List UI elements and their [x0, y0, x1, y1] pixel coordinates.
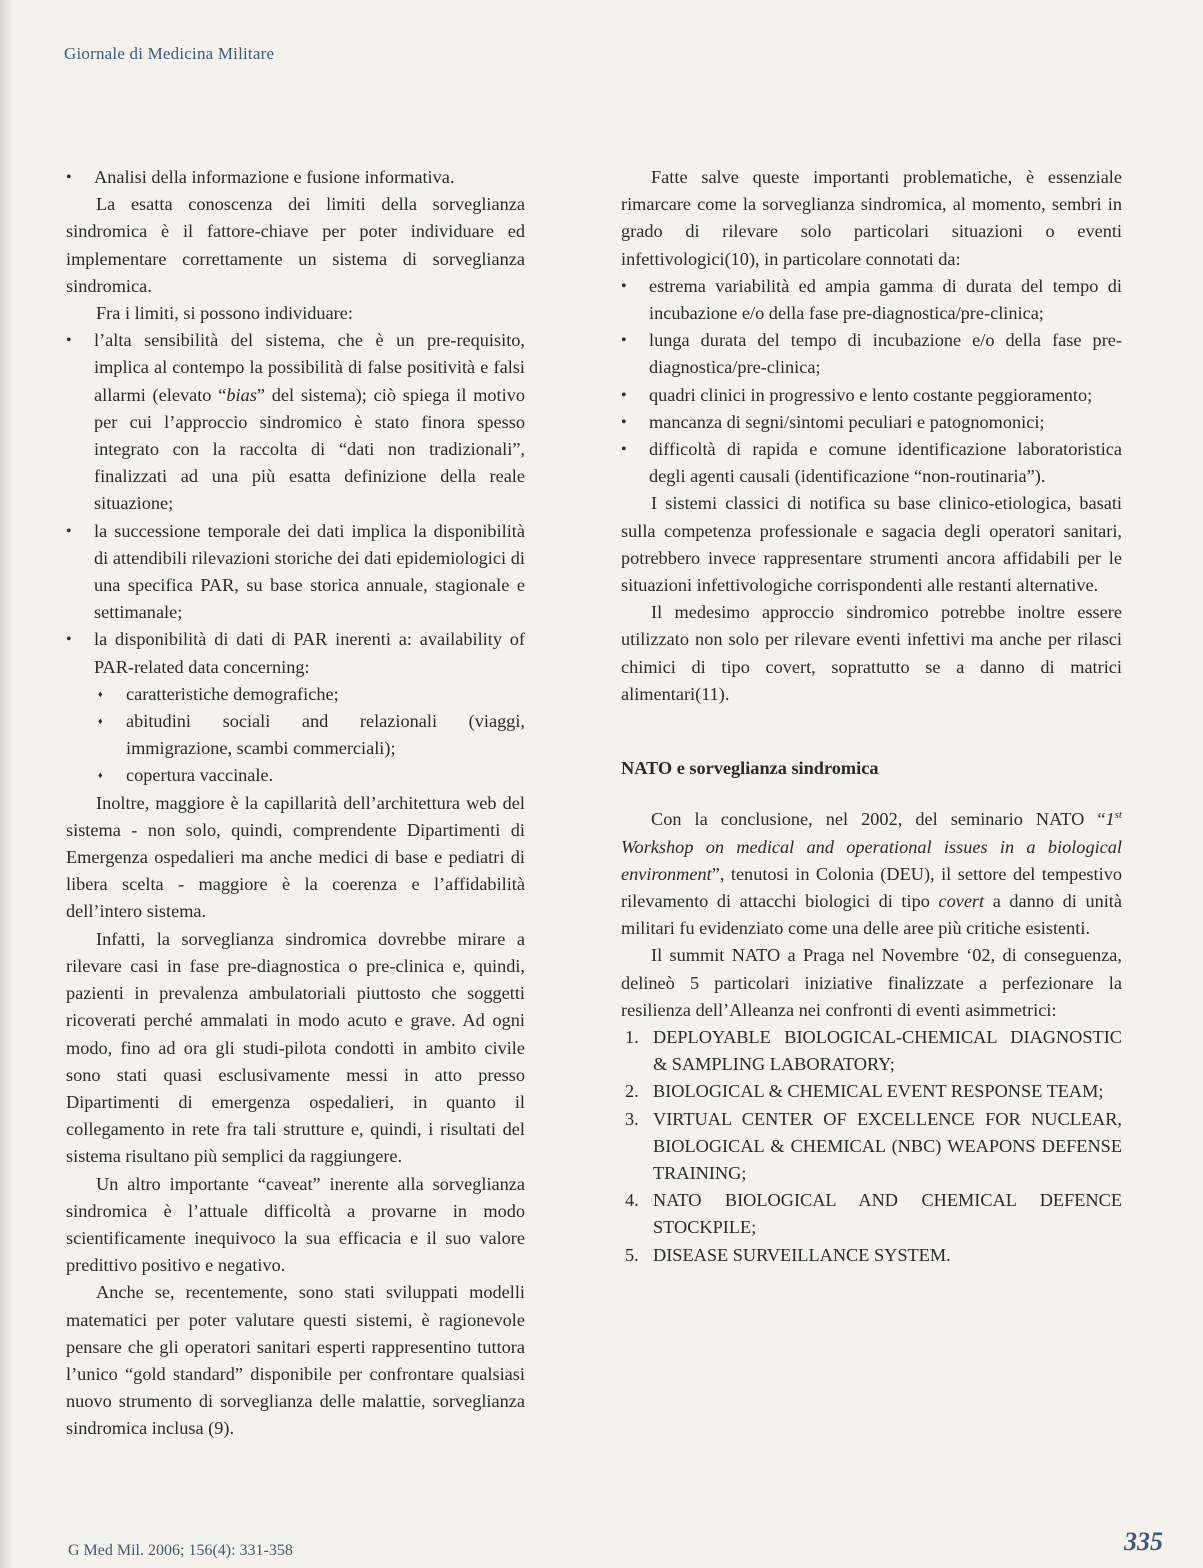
list-item: • l’alta sensibilità del sistema, che è un pre-requisito, implica al contempo la possibilità di false positività e falsi allarmi (elevato “bias” del sistema); ciò spiega il motivo per cui l’approccio sindromico è stato finora spesso integrato con la raccolta di “dati non tradizionali”, finalizzati ad una più esatta definizione della reale situazione;	[66, 327, 525, 517]
paragraph: Fra i limiti, si possono individuare:	[96, 303, 353, 324]
list-text: DISEASE SURVEILLANCE SYSTEM.	[653, 1244, 951, 1265]
left-column	[66, 164, 525, 1443]
sub-list-item: ♦ abitudini sociali and relazionali (viaggi, immigrazione, scambi commerciali);	[66, 708, 525, 762]
initiative-item	[621, 1078, 1122, 1105]
journal-title: Giornale di Medicina Militare	[64, 44, 275, 63]
paragraph: Fatte salve queste importanti problematiche, è essenziale rimarcare come la sorveglianza sindromica, al momento, sembri in grado di rilevare solo particolari situazioni o eventi infettivologici(10), in particolare connotati da:	[621, 167, 1122, 269]
right-column	[621, 164, 1122, 1269]
list-item: • mancanza di segni/sintomi peculiari e patognomonici;	[621, 409, 1122, 436]
paragraph: Infatti, la sorveglianza sindromica dovrebbe mirare a rilevare casi in fase pre-diagnostica o pre-clinica e, quindi, pazienti in prevalenza ambulatoriali piuttosto che soggetti ricoverati perché ammalati in modo acuto e grave. Ad ogni modo, fino ad ora gli studi-pilota condotti in ambito civile sono stati quasi esclusivamente messi in atto presso Dipartimenti di emergenza ospedalieri, in quanto il collegamento in rete fra tali strutture e, quindi, i risultati del sistema risultano più semplici da raggiungere.	[66, 928, 525, 1167]
paragraph: Inoltre, maggiore è la capillarità dell’architettura web del sistema - non solo, quindi, comprendente Dipartimenti di Emergenza ospedalieri ma anche medici di base e pediatri di libera scelta - maggiore è la coerenza e l’affidabilità dell’intero sistema.	[66, 792, 525, 922]
limits-list	[66, 327, 525, 789]
list-item: • lunga durata del tempo di incubazione e/o della fase pre-diagnostica/pre-clinica;	[621, 327, 1122, 381]
sub-list-item: ♦ caratteristiche demografiche;	[66, 681, 525, 708]
bullet-list	[66, 164, 525, 191]
initiatives-list	[621, 1024, 1122, 1269]
list-item: • quadri clinici in progressivo e lento costante peggioramento;	[621, 382, 1122, 409]
list-item: • estrema variabilità ed ampia gamma di durata del tempo di incubazione e/o della fase pre-diagnostica/pre-clinica;	[621, 273, 1122, 327]
initiative-item	[621, 1106, 1122, 1188]
list-number: 1.	[625, 1026, 639, 1047]
list-text: NATO BIOLOGICAL AND CHEMICAL DEFENCE STOCKPILE;	[653, 1190, 1122, 1238]
initiative-item	[621, 1242, 1122, 1269]
paragraph: Un altro importante “caveat” inerente alla sorveglianza sindromica è l’attuale difficoltà a provarne in modo scientificamente inequivoco la sua efficacia e il suo valore predittivo positivo e negativo.	[66, 1173, 525, 1276]
footer-citation: G Med Mil. 2006; 156(4): 331-358	[68, 1542, 293, 1559]
paragraph: Anche se, recentemente, sono stati sviluppati modelli matematici per poter valutare questi sistemi, è ragionevole pensare che gli operatori sanitari esperti rappresentino tuttora l’unico “gold standard” disponibile per confrontare qualsiasi nuovo strumento di sorveglianza delle malattie, sorveglianza sindromica inclusa (9).	[66, 1282, 525, 1439]
characteristics-list	[621, 273, 1122, 491]
paragraph: Con la conclusione, nel 2002, del seminario NATO “1st Workshop on medical and operational issues in a biological environment”, tenutosi in Colonia (DEU), il settore del tempestivo rilevamento di attacchi biologici di tipo covert a danno di unità militari fu evidenziato come una delle aree più critiche esistenti.	[621, 809, 1122, 939]
paragraph: Il medesimo approccio sindromico potrebbe inoltre essere utilizzato non solo per rilevare eventi infettivi ma anche per rilasci chimici di tipo covert, soprattutto se a danno di matrici alimentari(11).	[621, 602, 1122, 704]
paragraph: I sistemi classici di notifica su base clinico-etiologica, basati sulla competenza professionale e sagacia degli operatori sanitari, potrebbero invece rappresentare strumenti ancora affidabili per le situazioni infettivologiche corrispondenti alle restanti alternative.	[621, 493, 1122, 596]
list-item: • Analisi della informazione e fusione informativa.	[66, 164, 525, 191]
paragraph: Il summit NATO a Praga nel Novembre ‘02, di conseguenza, delineò 5 particolari iniziative finalizzate a perfezionare la resilienza dell’Alleanza nei confronti di eventi asimmetrici:	[621, 945, 1122, 1020]
paragraph: La esatta conoscenza dei limiti della sorveglianza sindromica è il fattore-chiave per poter individuare ed implementare correttamente un sistema di sorveglianza sindromica.	[66, 194, 525, 296]
page-number: 335	[1124, 1527, 1163, 1556]
list-item: • la successione temporale dei dati implica la disponibilità di attendibili rilevazioni storiche dei dati epidemiologici di una specifica PAR, su base storica annuale, stagionale e settimanale;	[66, 518, 525, 627]
sub-list-item: ♦ copertura vaccinale.	[66, 762, 525, 789]
initiative-item	[621, 1024, 1122, 1078]
section-heading: NATO e sorveglianza sindromica	[621, 758, 879, 779]
list-text: VIRTUAL CENTER OF EXCELLENCE FOR NUCLEAR, BIOLOGICAL & CHEMICAL (NBC) WEAPONS DEFENSE TRAINING;	[653, 1108, 1122, 1183]
list-number: 3.	[625, 1108, 639, 1129]
list-text: BIOLOGICAL & CHEMICAL EVENT RESPONSE TEAM;	[653, 1081, 1104, 1102]
list-number: 2.	[625, 1081, 639, 1102]
list-item: • la disponibilità di dati di PAR inerenti a: availability of PAR-related data concerning: ♦ caratteristiche demografiche; ♦ abitudini sociali and relazionali (viaggi, immigrazione, scambi commerciali); ♦ copertura vaccinale.	[66, 626, 525, 789]
list-number: 4.	[625, 1190, 639, 1211]
list-number: 5.	[625, 1244, 639, 1265]
list-item: • difficoltà di rapida e comune identificazione laboratoristica degli agenti causali (identificazione “non-routinaria”).	[621, 436, 1122, 490]
list-text: DEPLOYABLE BIOLOGICAL-CHEMICAL DIAGNOSTIC & SAMPLING LABORATORY;	[653, 1026, 1122, 1075]
page-spine-shadow	[0, 0, 14, 1568]
sub-list	[66, 681, 525, 790]
initiative-item	[621, 1187, 1122, 1241]
